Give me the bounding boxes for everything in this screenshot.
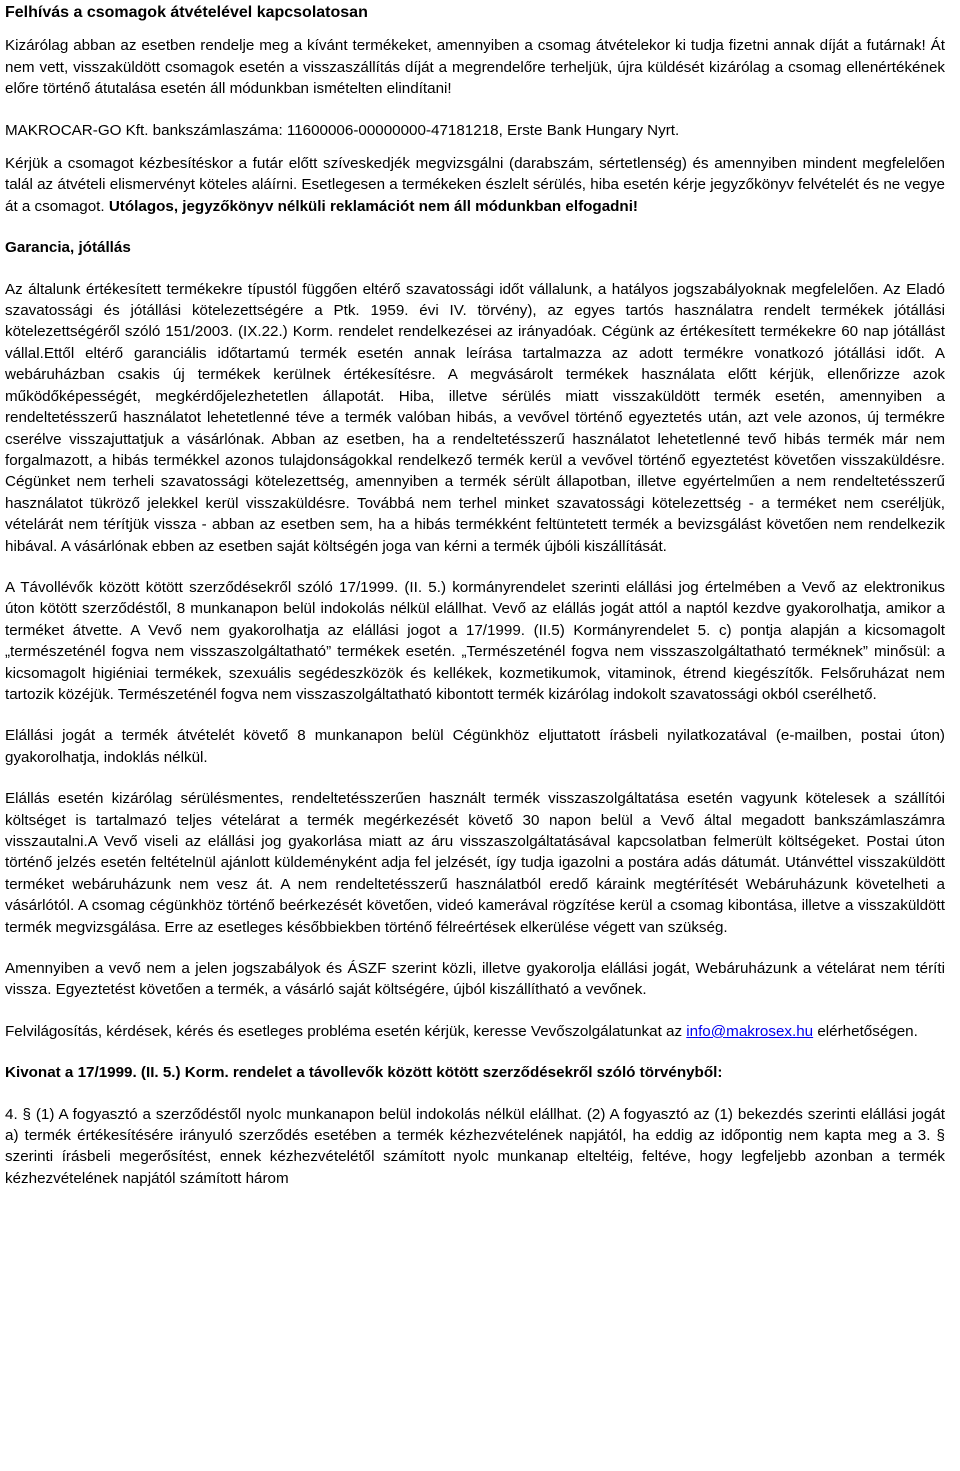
- paragraph-refund: Elállás esetén kizárólag sérülésmentes, rendeltetésszerűen használt termék visszaszolgáltatása esetén vagyunk kötelesek a szállítói költséget is tartalmazó teljes vételárat a termék megérkezését követő 30 napon belül a Vevő által megadott bankszámlaszámra visszautalni.A Vevő viseli az elállási jog gyakorlása miatt az áru visszaszolgáltatásával kapcsolatban felmerült költségeket. Postai úton történő jelzés esetén feltételnül ajánlott küldeményként adja fel jelzését, így tudja igazolni a postára adás dátumát. Utánvéttel visszaküldött terméket webáruházunk nem vesz át. A nem rendeltetésszerű használatból eredő káraink megtérítését Webáruházunk követelheti a vásárlótól. A csomag cégünkhöz történő beérkezését követően, videó kamerával rögzítése kerül a csomag kibontása, illetve a visszaküldött termék megvizsgálása. Erre az esetleges későbbiekben történő félreértések elkerülése végett van szükség.: [5, 790, 945, 936]
- contact-text: Felvilágosítás, kérdések, kérés és esetleges probléma esetén kérjük, keresse Vevőszolgálatunkat az: [5, 1022, 687, 1040]
- paragraph-warranty: Az általunk értékesített termékekre típustól függően eltérő szavatossági időt vállalunk, a hatályos jogszabályoknak megfelelően. Az Eladó szavatossági és jótállási kötelezettségére a Ptk. 1959. évi IV. törvény), az egyes tartós használatra rendelt termékek jótállási kötelezettségéről szóló 151/2003. (IX.22.) Korm. rendelet rendelkezései az irányadóak. Cégünk az értékesített termékekre 60 nap jótállást vállal.Ettől eltérő garanciális időtartamú termék esetén annak leírása tartalmazza az adott termékre vonatkozó jótállási időt. A webáruházban csakis új termékek kerülnek értékesítésre. A megvásárolt termékek használata előtt kérjük, ellenőrizze azok működőképességét, megkérdőjelezhetetlen állapotát. Hiba, illetve sérülés miatt visszaküldött termék esetén, amennyiben a rendeltetésszerű használatot lehetetlenné téve a termék valóban hibás, a vevővel történő egyeztetés után, azt vele azonos, új termékre cserélve visszajuttatjuk a vásárlónak. Abban az esetben, ha a rendeltetésszerű használatot lehetetlenné tevő hibás termék már nem forgalmazott, a hibás termékkel azonos tulajdonságokkal rendelkező termék kerül a vevővel történő egyeztetést követően visszaküldésre. Cégünket nem terheli szavatossági kötelezettség, amennyiben a termék sérült állapotban, illetve egyértelműen a nem rendeltetésszerű használatot tükröző jelekkel kerül visszaküldésre. Továbbá nem terhel minket szavatossági kötelezettség - a terméket nem cseréljük, vételárát nem térítjük vissza - abban az esetben sem, ha a hibás termékként feltüntetett termék a bevizsgálást követően nem rendelkezik hibával. A vásárlónak ebben az esetben saját költségén joga van kérni a termék újbóli kiszállítását.: [5, 280, 945, 555]
- paragraph-bank-account: MAKROCAR-GO Kft. bankszámlaszáma: 11600006-00000000-47181218, Erste Bank Hungary Nyrt.: [5, 121, 680, 139]
- paragraph-excerpt: 4. § (1) A fogyasztó a szerződéstől nyolc munkanapon belül indokolás nélkül elállhat. (2) A fogyasztó az (1) bekezdés szerinti elállási jogát a) termék értékesítésére irányuló szerződés esetében a termék kézhezvételének napjától, ha eddig az időpontig nem kapta meg a 3. § szerinti írásbeli megerősítést, ennek kézhezvételétől számított nyolc munkanap elteltéig, feltéve, hogy legfeljebb azonban a termék kézhezvételének napjától számított három: [5, 1105, 945, 1187]
- inspection-text: Kérjük a csomagot kézbesítéskor a futár előtt szíveskedjék megvizsgálni (darabszám, sértetlenség) és amennyiben mindent megfelelően talál az átvételi elismervényt köteles aláírni. Esetlegesen a termékeken észlelt sérülés, hiba esetén kérje jegyzőkönyv felvételét és ne vegye át a csomagot.: [5, 155, 945, 215]
- paragraph-withdrawal-right: A Távollévők között kötött szerződésekről szóló 17/1999. (II. 5.) kormányrendelet szerinti elállási jog értelmében a Vevő az elektronikus úton kötött szerződéstől, 8 munkanapon belül indokolás nélkül elállhat. Vevő az elállás jogát attól a naptól kezdve gyakorolhatja, amikor a terméket átvette. A Vevő nem gyakorolhatja az elállási jogot a 17/1999. (II.5) Kormányrendelet 5. c) pontja alapján a kicsomagolt „természeténél fogva nem visszaszolgáltatható” termékek esetén. „Természeténél fogva nem visszaszolgáltatható terméknek” minősül: a kicsomagolt higiéniai termékek, szexuális segédeszközök és kellékek, kozmetikumok, vitaminok, étrend kiegészítők. Felsőruházat nem tartozik közéjük. Természeténél fogva nem visszaszolgáltatható kibontott termék kizárólag indokolt szavatossági okból cserélhető.: [5, 578, 945, 703]
- paragraph-withdrawal-deadline: Elállási jogát a termék átvételét követő 8 munkanapon belül Cégünkhöz eljuttatott írásbeli nyilatkozatával (e-mailben, postai úton) gyakorolhatja, indoklás nélkül.: [5, 727, 945, 766]
- paragraph-contact: [5, 1021, 945, 1042]
- page-title: Felhívás a csomagok átvételével kapcsolatosan: [5, 4, 368, 21]
- contact-email-link[interactable]: info@makrosex.hu: [686, 1022, 814, 1040]
- paragraph-non-compliance: Amennyiben a vevő nem a jelen jogszabályok és ÁSZF szerint közli, illetve gyakorolja elállási jogát, Webáruházunk a vételárat nem téríti vissza. Egyeztetést követően a termék, a vásárló saját költségére, újból kiszállítható a vevőnek.: [5, 960, 945, 999]
- section-heading-excerpt: Kivonat a 17/1999. (II. 5.) Korm. rendelet a távollevők között kötött szerződésekről szóló törvényből:: [5, 1064, 723, 1082]
- contact-text-end: elérhetőségen.: [813, 1022, 918, 1040]
- section-heading-warranty: Garancia, jótállás: [5, 239, 131, 257]
- paragraph-intro: Kizárólag abban az esetben rendelje meg a kívánt termékeket, amennyiben a csomag átvételekor ki tudja fizetni annak díját a futárnak! Át nem vett, visszaküldött csomagok esetén a visszaszállítás díját a megrendelőre terheljük, újra küldését kizárólag a csomag ellenértékének előre történő átutalása esetén áll módunkban ismételten elindítani!: [5, 37, 945, 98]
- paragraph-inspection: [5, 153, 945, 217]
- inspection-bold-text: Utólagos, jegyzőkönyv nélküli reklamációt nem áll módunkban elfogadni!: [108, 197, 638, 215]
